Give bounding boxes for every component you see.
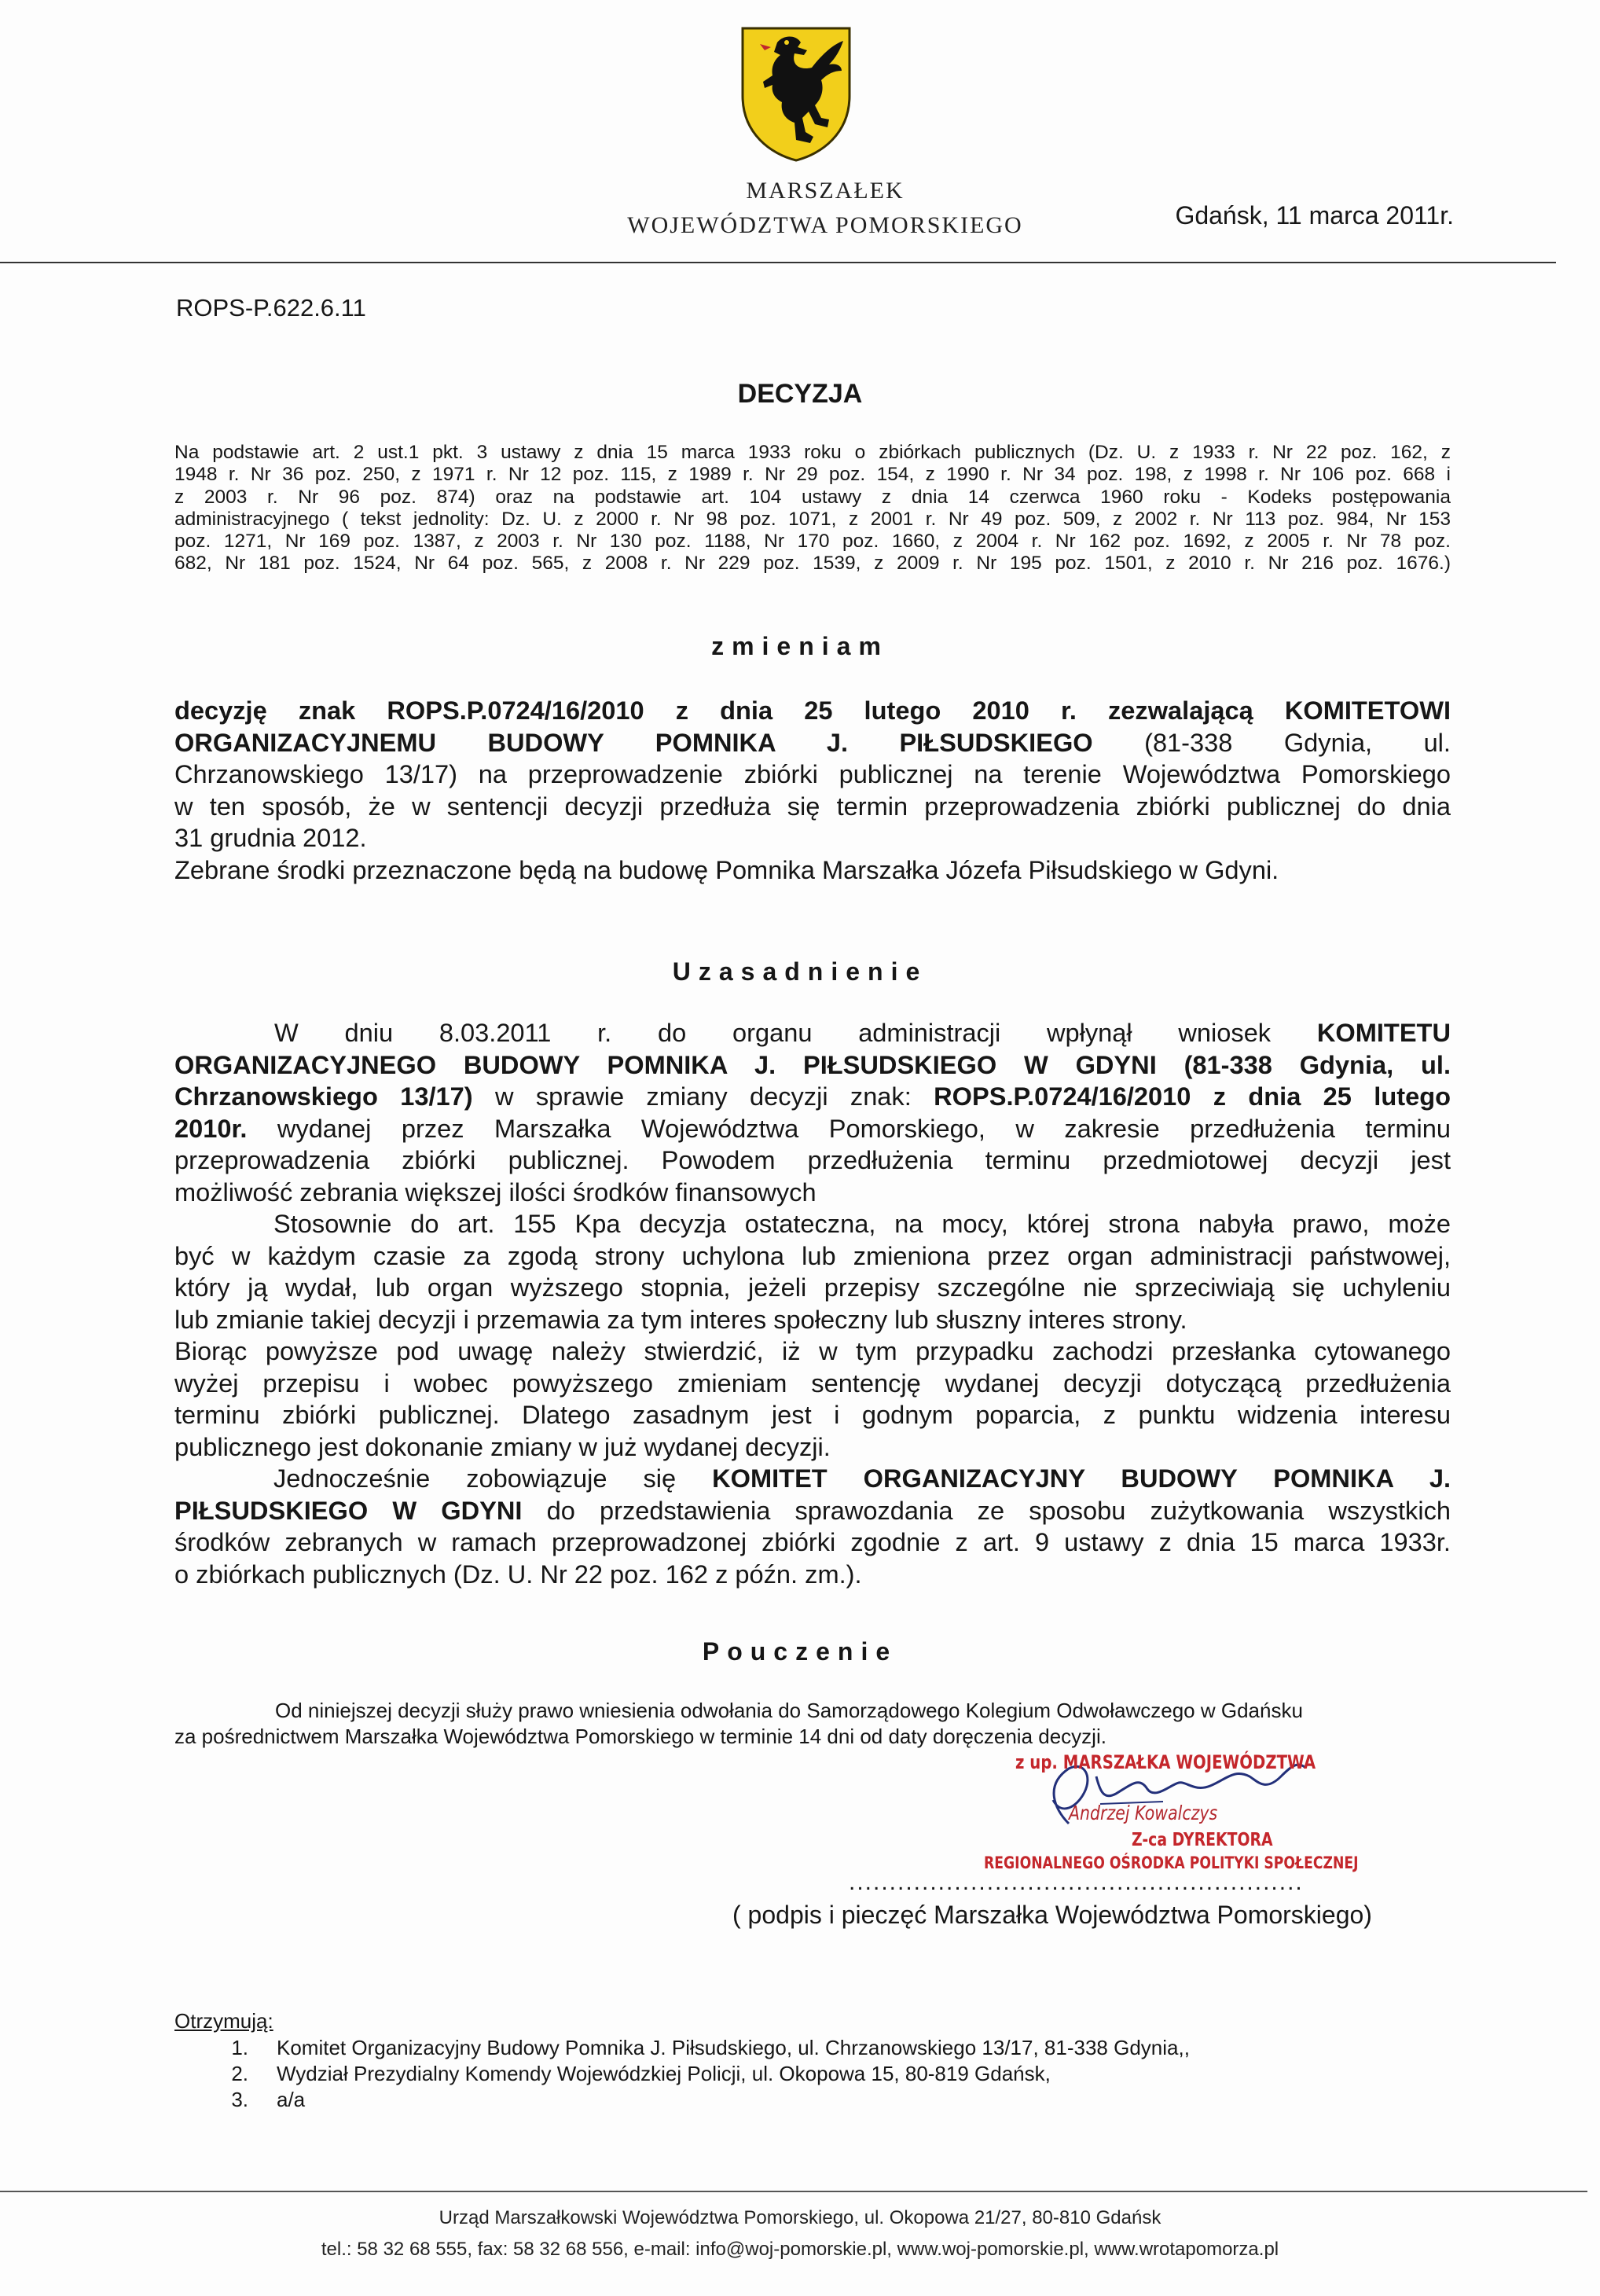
recipient-number: 3. [231,2088,248,2111]
justification-line: Biorąc powyższe pod uwagę należy stwierdzić, iż w tym przypadku zachodzi przesłanka cytowanego [174,1336,1451,1365]
justification-decision-ref: ROPS.P.0724/16/2010 z dnia 25 lutego [934,1082,1451,1111]
justification-fragment: W dniu 8.03.2011 r. do organu administracji wpłynął wniosek [274,1018,1272,1047]
decision-line: decyzję znak ROPS.P.0724/16/2010 z dnia 25 lutego 2010 r. zezwalającą KOMITETOWI [174,696,1451,725]
legal-basis [174,442,1451,575]
stamp-institution: REGIONALNEGO OŚRODKA POLITYKI SPOŁECZNEJ [984,1853,1359,1872]
decision-address: (81-338 Gdynia, ul. [1144,727,1451,757]
decision-line: Chrzanowskiego 13/17) na przeprowadzenie zbiórki publicznej na terenie Województwa Pomorskiego [174,759,1451,788]
justification-fragment: do przedstawienia sprawozdania ze sposobu zużytkowania wszystkich [546,1495,1451,1525]
justification-address: Chrzanowskiego 13/17) [174,1082,473,1111]
justification-committee: KOMITETU [1316,1018,1451,1047]
justification-line: Stosownie do art. 155 Kpa decyzja ostateczna, na mocy, której strona nabyła prawo, może [273,1209,1451,1238]
letterhead-subtitle: WOJEWÓDZTWA POMORSKIEGO [627,212,1023,238]
decision-line: Zebrane środki przeznaczone będą na budowę Pomnika Marszałka Józefa Piłsudskiego w Gdyni. [174,854,1279,884]
justification-line: lub zmianie takiej decyzji i przemawia za tym interes społeczny lub słuszny interes strony. [174,1304,1187,1334]
decision-line: w ten sposób, że w sentencji decyzji przedłuża się termin przeprowadzenia zbiórki publicznej do dnia [174,791,1451,821]
instruction-line: za pośrednictwem Marszałka Województwa Pomorskiego w terminie 14 dni od daty doręczenia decyzji. [174,1725,1106,1748]
justification-line: ORGANIZACYJNEGO BUDOWY POMNIKA J. PIŁSUDSKIEGO W GDYNI (81-338 Gdynia, ul. [174,1049,1451,1079]
legal-basis-line: 1948 r. Nr 36 poz. 250, z 1971 r. Nr 12 poz. 115, z 1989 r. Nr 29 poz. 154, z 1990 r. Nr 34 poz. 198, z 1998 r. Nr 106 poz. 668 i [174,464,1451,486]
justification-line: wyżej przepisu i wobec powyższego zmieniam sentencję wydanej decyzji dotyczącą przedłużenia [174,1368,1451,1398]
justification-line: być w każdym czasie za zgodą strony uchylona lub zmieniona przez organ administracji państwowej, [174,1240,1451,1270]
justification-line [174,1495,1451,1527]
stamp-line: z up. MARSZAŁKA WOJEWÓDZTWA [1015,1751,1316,1773]
justification-line: przeprowadzenia zbiórki publicznej. Powodem przedłużenia terminu przedmiotowej decyzji jest [174,1145,1451,1174]
justification-committee: PIŁSUDSKIEGO W GDYNI [174,1495,523,1525]
decision-committee: ORGANIZACYJNEMU BUDOWY POMNIKA J. PIŁSUDSKIEGO [174,727,1093,757]
footer-address: Urząd Marszałkowski Województwa Pomorskiego, ul. Okopowa 21/27, 80-810 Gdańsk [439,2207,1161,2228]
letterhead-title: MARSZAŁEK [746,178,905,204]
justification-fragment: w sprawie zmiany decyzji znak: [494,1082,912,1111]
justification-line: środków zebranych w ramach przeprowadzonej zbiórki zgodnie z art. 9 ustawy z dnia 15 marca 1933r. [174,1527,1451,1556]
justification-line: który ją wydał, lub organ wyższego stopnia, jeżeli przepisy szczególne nie sprzeciwiają się uchyleniu [174,1273,1451,1302]
footer-divider [0,2191,1587,2192]
heading-pouczenie: Pouczenie [702,1637,898,1666]
signature-caption: ( podpis i pieczęć Marszałka Województwa Pomorskiego) [732,1901,1372,1929]
justification-text [174,1017,1451,1590]
legal-basis-line: administracyjnego ( tekst jednolity: Dz. U. z 2000 r. Nr 98 poz. 1071, z 2001 r. Nr 49 poz. 509, z 2002 r. Nr 113 poz. 984, Nr 153 [174,508,1451,530]
signature-dots: ........................................................ [849,1869,1304,1895]
justification-fragment: wydanej przez Marszałka Województwa Pomorskiego, w zakresie przedłużenia terminu [277,1113,1451,1143]
legal-basis-line: poz. 1271, Nr 169 poz. 1387, z 2003 r. Nr 130 poz. 1188, Nr 170 poz. 1660, z 2004 r. Nr 162 poz. 1692, z 2005 r. Nr 78 poz. [174,531,1451,553]
decision-text [174,695,1451,886]
decision-line: 31 grudnia 2012. [174,823,367,852]
document-title: DECYZJA [737,379,863,409]
recipient-item: Komitet Organizacyjny Budowy Pomnika J. Piłsudskiego, ul. Chrzanowskiego 13/17, 81-338 Gdynia,, [277,2036,1190,2059]
justification-fragment: Jednocześnie zobowiązuje się [273,1464,677,1493]
justification-line: terminu zbiórki publicznej. Dlatego zasadnym jest i godnym poparcia, z punktu widzenia interesu [174,1400,1451,1429]
footer-contact: tel.: 58 32 68 555, fax: 58 32 68 556, e-mail: info@woj-pomorskie.pl, www.woj-pomorskie.pl, www.wrotapomorza.pl [321,2239,1279,2260]
stamp-position: Z-ca DYREKTORA [1132,1830,1273,1850]
recipient-item: Wydział Prezydialny Komendy Wojewódzkiej Policji, ul. Okopowa 15, 80-819 Gdańsk, [277,2062,1051,2085]
legal-basis-line: z 2003 r. Nr 96 poz. 874) oraz na podstawie art. 104 ustawy z dnia 14 czerwca 1960 roku - Kodeks postępowania [174,486,1451,508]
justification-line [174,1113,1451,1145]
recipient-number: 1. [231,2036,248,2059]
justification-line: możliwość zebrania większej ilości środków finansowych [174,1177,817,1207]
stamp-name: Andrzej Kowalczys [1069,1802,1218,1824]
legal-basis-line: 682, Nr 181 poz. 1524, Nr 64 poz. 565, z 2008 r. Nr 229 poz. 1539, z 2009 r. Nr 195 poz. 1501, z 2010 r. Nr 216 poz. 1676.) [174,553,1451,575]
recipient-item: a/a [277,2088,306,2111]
justification-line [174,1017,1451,1049]
justification-line: o zbiórkach publicznych (Dz. U. Nr 22 poz. 162 z późn. zm.). [174,1559,862,1589]
header-divider [0,262,1556,263]
heading-uzasadnienie: Uzasadnienie [672,957,928,986]
justification-year: 2010r. [174,1113,248,1143]
justification-line [174,1463,1451,1495]
recipients-label: Otrzymują: [174,2009,273,2033]
place-date: Gdańsk, 11 marca 2011r. [1175,201,1454,230]
justification-line [174,1081,1451,1113]
griffin-coat-of-arms-icon [736,24,856,162]
instruction-line: Od niniejszej decyzji służy prawo wniesienia odwołania do Samorządowego Kolegium Odwoławczego w Gdańsku [275,1699,1303,1722]
legal-basis-line: Na podstawie art. 2 ust.1 pkt. 3 ustawy z dnia 15 marca 1933 roku o zbiórkach publicznych (Dz. U. z 1933 r. Nr 22 poz. 162, z [174,442,1451,463]
recipient-number: 2. [231,2062,248,2085]
justification-committee: KOMITET ORGANIZACYJNY BUDOWY POMNIKA J. [712,1464,1451,1493]
heading-zmieniam: zmieniam [711,632,889,660]
justification-line: publicznego jest dokonanie zmiany w już wydanej decyzji. [174,1431,831,1461]
reference-number: ROPS-P.622.6.11 [176,294,366,321]
decision-line [174,727,1451,759]
